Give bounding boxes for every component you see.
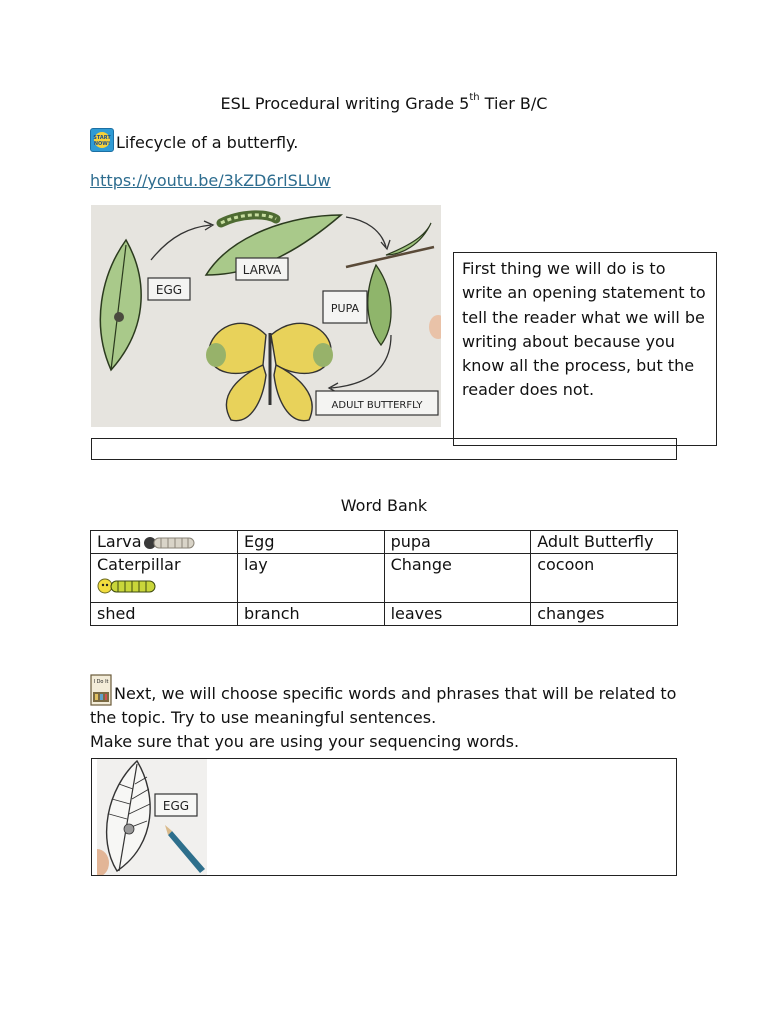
i-do-it-icon bbox=[90, 674, 112, 706]
instructions-line-2: Make sure that you are using your sequencing words. bbox=[90, 732, 520, 751]
instructions-line-1: Next, we will choose specific words and phrases that will be related to the topic. Try to use meaningful sentences. bbox=[90, 684, 677, 727]
table-row bbox=[91, 531, 678, 554]
word-bank-table bbox=[90, 530, 678, 626]
egg-leaf-image bbox=[97, 759, 207, 875]
word-cell: cocoon bbox=[531, 554, 678, 603]
bottom-egg-label: EGG bbox=[162, 799, 190, 813]
word-cell: shed bbox=[91, 603, 238, 626]
caterpillar-icon bbox=[97, 576, 157, 596]
document-title bbox=[0, 94, 768, 113]
word-cell: Egg bbox=[238, 531, 385, 554]
lifecycle-diagram-image bbox=[91, 205, 441, 427]
word-cell: changes bbox=[531, 603, 678, 626]
egg-leaf-drawing bbox=[97, 759, 207, 875]
diagram-adult-label: ADULT BUTTERFLY bbox=[331, 400, 423, 411]
word-bank-title: Word Bank bbox=[340, 496, 428, 515]
word-caterpillar: Caterpillar bbox=[97, 555, 181, 574]
word-larva: Larva bbox=[97, 532, 142, 551]
table-row bbox=[91, 603, 678, 626]
subtitle-row bbox=[90, 128, 298, 152]
word-cell: pupa bbox=[384, 531, 531, 554]
table-row bbox=[91, 554, 678, 603]
word-cell bbox=[91, 554, 238, 603]
diagram-larva-label: LARVA bbox=[242, 263, 282, 277]
word-cell: branch bbox=[238, 603, 385, 626]
title-superscript: th bbox=[469, 92, 480, 103]
larva-icon bbox=[143, 534, 197, 552]
title-tail: Tier B/C bbox=[479, 94, 548, 113]
start-now-icon bbox=[90, 128, 114, 152]
i-do-it-icon-text: I Do It bbox=[93, 679, 109, 685]
subtitle: Lifecycle of a butterfly. bbox=[116, 133, 299, 152]
word-cell: lay bbox=[238, 554, 385, 603]
word-cell: Change bbox=[384, 554, 531, 603]
word-cell: leaves bbox=[384, 603, 531, 626]
lifecycle-drawing bbox=[91, 205, 441, 427]
opening-statement-callout: First thing we will do is to write an opening statement to tell the reader what we will be writing about because you know all the process, but the reader does not. bbox=[453, 252, 717, 446]
word-cell: Adult Butterfly bbox=[531, 531, 678, 554]
answer-box-1[interactable] bbox=[91, 438, 677, 460]
word-cell bbox=[91, 531, 238, 554]
start-now-icon-text: START NOW! bbox=[93, 135, 111, 147]
instructions-paragraph bbox=[90, 674, 690, 754]
video-link[interactable]: https://youtu.be/3kZD6rlSLUw bbox=[90, 171, 331, 190]
title-main: ESL Procedural writing Grade 5 bbox=[220, 94, 470, 113]
diagram-pupa-label: PUPA bbox=[330, 302, 360, 315]
diagram-egg-label: EGG bbox=[155, 283, 183, 297]
